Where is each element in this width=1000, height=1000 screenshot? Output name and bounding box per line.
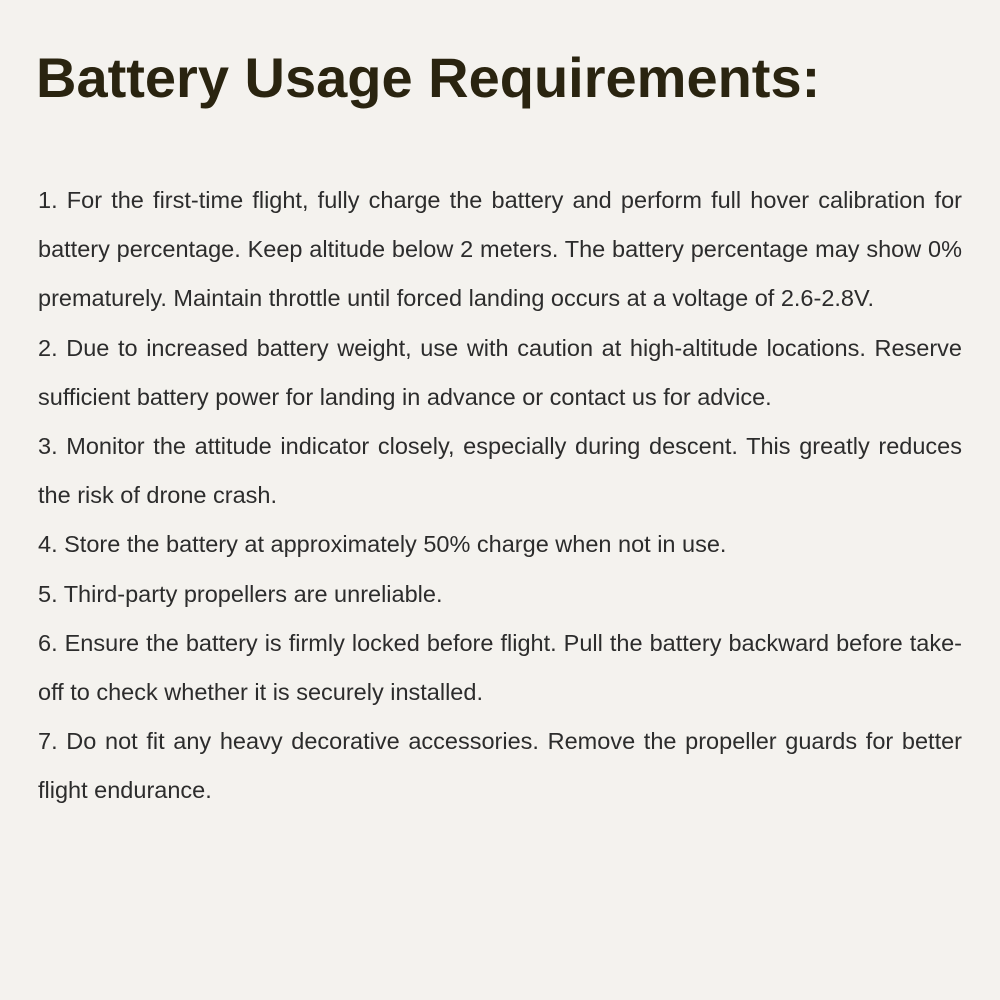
requirement-item-4: 4. Store the battery at approximately 50% charge when not in use. <box>38 531 727 558</box>
requirement-item-1: 1. For the first-time flight, fully charge the battery and perform full hover calibration for battery percentage. Keep altitude below 2 meters. The battery percentage may show 0% prematurely. Maintain throttle until forced landing occurs at a voltage of 2.6-2.8V. <box>38 187 962 312</box>
requirement-item-7: 7. Do not fit any heavy decorative accessories. Remove the propeller guards for better flight endurance. <box>38 728 962 804</box>
requirement-item-6: 6. Ensure the battery is firmly locked before flight. Pull the battery backward before take-off to check whether it is securely installed. <box>38 629 962 706</box>
page-title: Battery Usage Requirements: <box>36 46 821 109</box>
requirement-item-5: 5. Third-party propellers are unreliable. <box>38 580 443 607</box>
requirements-list <box>36 176 962 816</box>
requirement-item-2: 2. Due to increased battery weight, use with caution at high-altitude locations. Reserve sufficient battery power for landing in advance or contact us for advice. <box>38 334 962 410</box>
requirement-item-3: 3. Monitor the attitude indicator closely, especially during descent. This greatly reduces the risk of drone crash. <box>38 433 962 509</box>
